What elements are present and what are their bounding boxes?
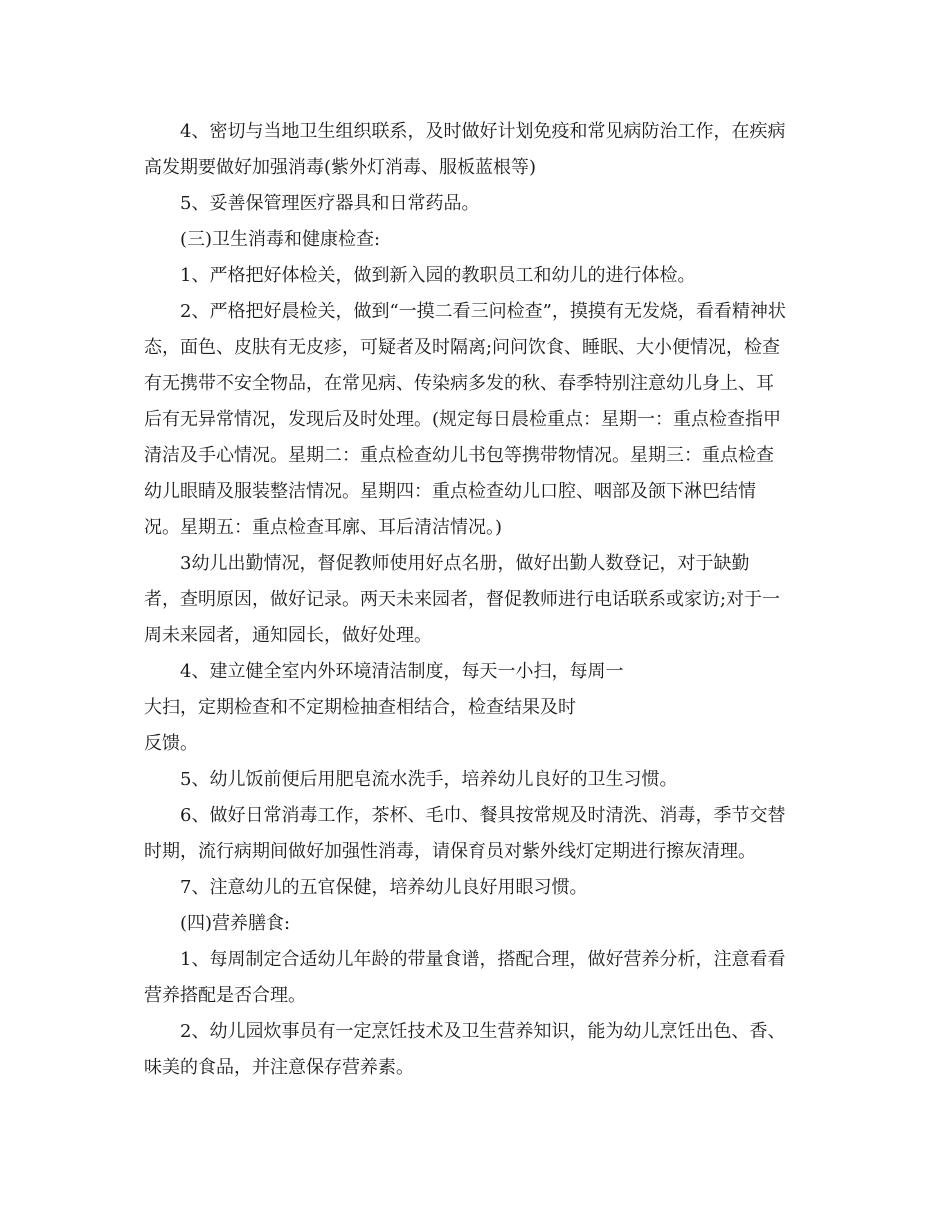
paragraph-line: 后有无异常情况，发现后及时处理。(规定每日晨检重点：星期一：重点检查指甲	[144, 409, 782, 430]
section-heading: (三)卫生消毒和健康检查:	[180, 229, 381, 250]
paragraph-line: 清洁及手心情况。星期二：重点检查幼儿书包等携带物情况。星期三：重点检查	[144, 445, 774, 466]
paragraph-line: 况。星期五：重点检查耳廓、耳后清洁情况。)	[144, 517, 503, 538]
paragraph-line: 态，面色、皮肤有无皮疹，可疑者及时隔离;问问饮食、睡眠、大小便情况，检查	[144, 337, 781, 358]
paragraph-line: 大扫，定期检查和不定期检抽查相结合，检查结果及时	[144, 697, 576, 718]
paragraph-line: 1、每周制定合适幼儿年龄的带量食谱，搭配合理，做好营养分析，注意看看	[180, 949, 786, 970]
paragraph-line: 味美的食品，并注意保存营养素。	[144, 1057, 414, 1078]
paragraph-line: 有无携带不安全物品，在常见病、传染病多发的秋、春季特别注意幼儿身上、耳	[144, 373, 774, 394]
paragraph-line: 1、严格把好体检关，做到新入园的教职员工和幼儿的进行体检。	[180, 265, 696, 286]
paragraph-line: 6、做好日常消毒工作，茶杯、毛巾、餐具按常规及时清洗、消毒，季节交替	[180, 805, 786, 826]
paragraph-line: 反馈。	[144, 733, 198, 754]
paragraph-line: 营养搭配是否合理。	[144, 985, 306, 1006]
paragraph-line: 2、幼儿园炊事员有一定烹饪技术及卫生营养知识，能为幼儿烹饪出色、香、	[180, 1021, 786, 1042]
paragraph-line: 3幼儿出勤情况，督促教师使用好点名册，做好出勤人数登记，对于缺勤	[180, 553, 750, 574]
document-body	[144, 114, 814, 1086]
paragraph-line: 7、注意幼儿的五官保健，培养幼儿良好用眼习惯。	[180, 877, 588, 898]
paragraph-line: 5、妥善保管理医疗器具和日常药品。	[180, 193, 480, 214]
paragraph-line: 2、严格把好晨检关，做到“一摸二看三问检查”，摸摸有无发烧，看看精神状	[180, 301, 786, 322]
paragraph-line: 4、密切与当地卫生组织联系，及时做好计划免疫和常见病防治工作，在疾病	[180, 121, 786, 142]
paragraph-line: 时期，流行病期间做好加强性消毒，请保育员对紫外线灯定期进行擦灰清理。	[144, 841, 756, 862]
section-heading: (四)营养膳食:	[180, 913, 291, 934]
paragraph-line: 周未来园者，通知园长，做好处理。	[144, 625, 432, 646]
paragraph-line: 4、建立健全室内外环境清洁制度，每天一小扫，每周一	[180, 661, 624, 682]
paragraph-line: 高发期要做好加强消毒(紫外灯消毒、服板蓝根等)	[144, 157, 537, 178]
paragraph-line: 5、幼儿饭前便后用肥皂流水洗手，培养幼儿良好的卫生习惯。	[180, 769, 678, 790]
paragraph-line: 者，查明原因，做好记录。两天未来园者，督促教师进行电话联系或家访;对于一	[144, 589, 781, 610]
paragraph-line: 幼儿眼睛及服装整洁情况。星期四：重点检查幼儿口腔、咽部及颌下淋巴结情	[144, 481, 756, 502]
